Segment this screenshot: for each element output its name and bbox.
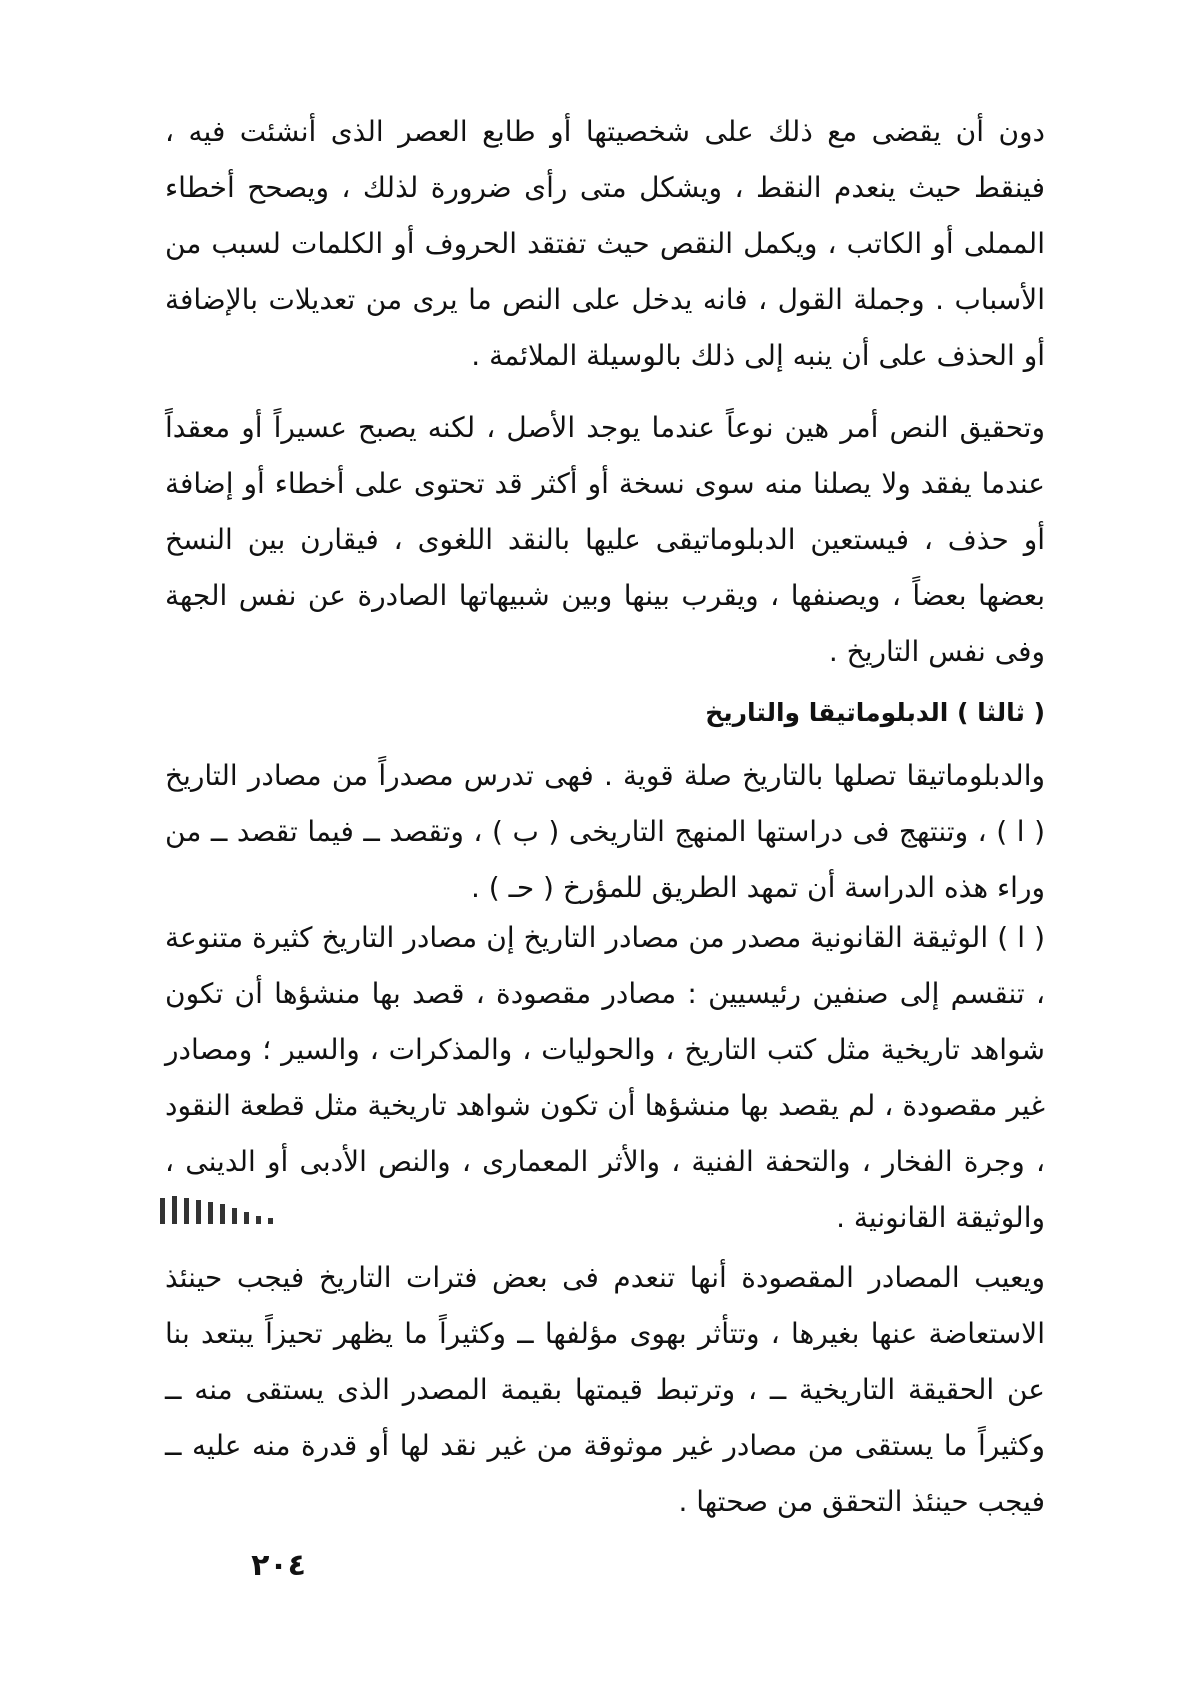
scan-artifact-marks	[160, 1194, 390, 1224]
paragraph-diplomatics-history: والدبلوماتيقا تصلها بالتاريخ صلة قوية . فهى تدرس مصدراً من مصادر التاريخ ( ا ) ، وتنتهج فى دراستها المنهج التاريخى ( ب ) ، وتقصد ــ فيما تقصد ــ من وراء هذه الدراسة أن تمهد الطريق للمؤرخ ( حـ ) .	[165, 759, 1045, 904]
paragraph-text-correction: دون أن يقضى مع ذلك على شخصيتها أو طابع العصر الذى أنشئت فيه ، فينقط حيث ينعدم النقط ، ويشكل متى رأى ضرورة لذلك ، ويصحح أخطاء المملى أو الكاتب ، ويكمل النقص حيث تفتقد الحروف أو الكلمات لسبب من الأسباب . وجملة القول ، فانه يدخل على النص ما يرى من تعديلات بالإضافة أو الحذف على أن ينبه إلى ذلك بالوسيلة الملائمة .	[165, 115, 1045, 372]
paragraph-intended-sources-flaws: ويعيب المصادر المقصودة أنها تنعدم فى بعض فترات التاريخ فيجب حينئذ الاستعاضة عنها بغيرها ، وتتأثر بهوى مؤلفها ــ وكثيراً ما يظهر تحيزاً يبتعد بنا عن الحقيقة التاريخية ــ ، وترتبط قيمتها بقيمة المصدر الذى يستقى منه ــ وكثيراً ما يستقى من مصادر غير موثوقة من غير نقد لها أو قدرة منه عليه ــ فيجب حينئذ التحقق من صحتها .	[165, 1261, 1045, 1518]
paragraph-text-verification: وتحقيق النص أمر هين نوعاً عندما يوجد الأصل ، لكنه يصبح عسيراً أو معقداً عندما يفقد ولا يصلنا منه سوى نسخة أو أكثر قد تحتوى على أخطاء أو إضافة أو حذف ، فيستعين الدبلوماتيقى عليها بالنقد اللغوى ، فيقارن بين النسخ بعضها بعضاً ، ويصنفها ، ويقرب بينها وبين شبيهاتها الصادرة عن نفس الجهة وفى نفس التاريخ .	[165, 411, 1045, 668]
page-number: ٢٠٤	[251, 1548, 306, 1583]
paragraph-legal-document-source: ( ا ) الوثيقة القانونية مصدر من مصادر التاريخ إن مصادر التاريخ كثيرة متنوعة ، تنقسم إلى صنفين رئيسيين : مصادر مقصودة ، قصد بها منشؤها أن تكون شواهد تاريخية مثل كتب التاريخ ، والحوليات ، والمذكرات ، والسير ؛ ومصادر غير مقصودة ، لم يقصد بها منشؤها أن تكون شواهد تاريخية مثل قطعة النقود ، وجرة الفخار ، والتحفة الفنية ، والأثر المعمارى ، والنص الأدبى أو الدينى ، والوثيقة القانونية .	[165, 921, 1045, 1234]
section-heading: ( ثالثا ) الدبلوماتيقا والتاريخ	[705, 698, 1045, 727]
